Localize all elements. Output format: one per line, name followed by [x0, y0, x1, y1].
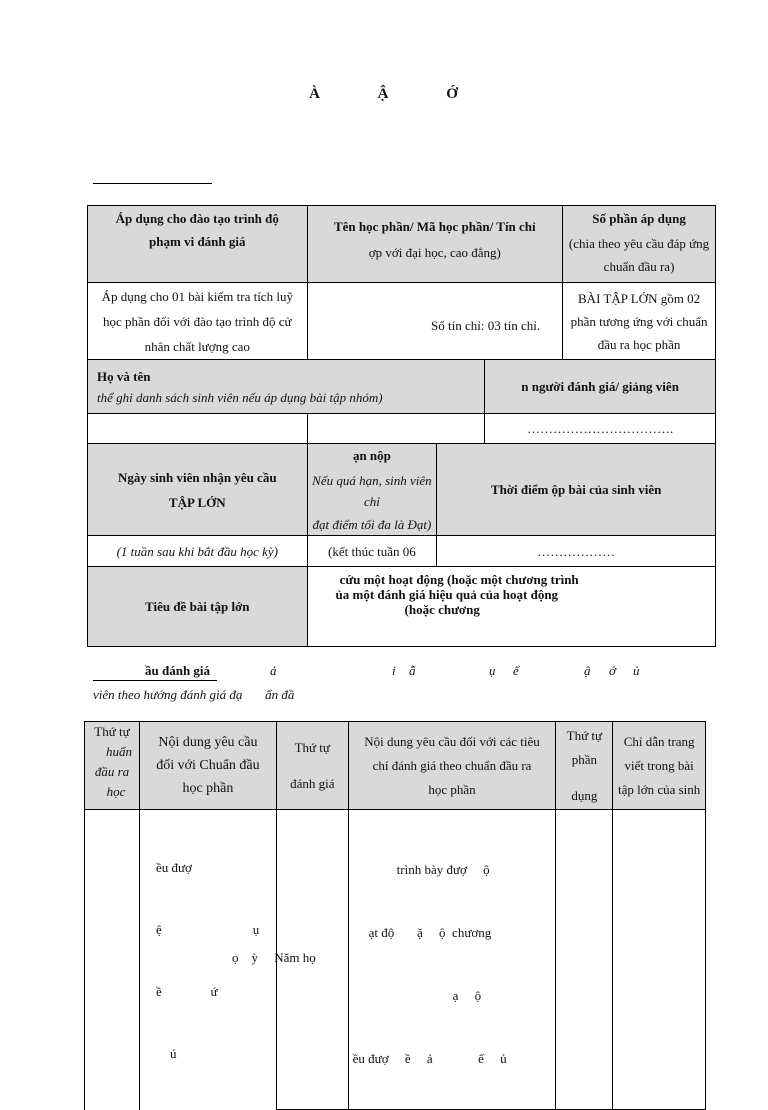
deadline-line: đạt điểm tối đa là Đạt)	[312, 517, 432, 532]
deadline-value: (kết thúc tuần 06	[328, 543, 416, 559]
title-part: À	[309, 86, 321, 102]
deadline-header-cell	[307, 444, 437, 536]
header-line: viết trong bài	[624, 757, 694, 773]
header-line: học phần	[182, 781, 234, 796]
section-heading-text: ầu đánh giá	[145, 663, 211, 678]
course-header-line: Tên học phần/ Mã học phần/ Tín chỉ	[333, 219, 536, 234]
deadline-line: Nếu quá hạn, sinh viên chỉ	[312, 473, 432, 509]
assessor-header-cell	[485, 360, 716, 414]
document-title	[0, 86, 768, 103]
heading-fragment: ậ	[584, 663, 591, 678]
scope-header-line: Áp dụng cho đào tạo trình độ	[115, 211, 279, 226]
cell-line: ạt độ ặ ộ chương	[368, 925, 492, 940]
heading-fragment: ả	[270, 663, 277, 678]
blank-cell	[88, 414, 308, 444]
student-name-note: thể ghi danh sách sinh viên nếu áp dụng bài tập nhóm)	[97, 389, 383, 405]
student-name-header-cell	[88, 360, 485, 414]
submission-time-value-cell	[437, 536, 716, 567]
scope-value-line: Áp dụng cho 01 bài kiểm tra tích luỹ	[101, 288, 293, 304]
criteria-table	[84, 721, 706, 1110]
header-line: Nội dung yêu cầu đối với các tiêu	[364, 733, 540, 749]
heading-fragment: ể	[513, 663, 519, 678]
header-line: dụng	[571, 787, 598, 803]
heading-fragment: ụ	[489, 663, 496, 678]
cell-line: trình bày đượ ộ	[396, 862, 490, 877]
table-cell	[613, 810, 706, 1110]
header-line: huẩn	[105, 744, 132, 759]
page-guide-header	[613, 722, 706, 810]
parts-value-line: BÀI TẬP LỚN gồm 02	[578, 290, 701, 306]
assignment-title-label: Tiêu đề bài tập lớn	[145, 599, 250, 614]
parts-header-line: Số phần áp dụng	[592, 211, 686, 226]
course-header-line: ợp với đại học, cao đẳng)	[368, 245, 501, 260]
parts-value-line: đầu ra học phần	[597, 336, 681, 352]
received-date-value-cell	[88, 536, 308, 567]
assessor-label: n người đánh giá/ giảng viên	[521, 379, 679, 394]
received-date-header-cell	[88, 444, 308, 536]
assessor-dots: …………………………….	[526, 421, 674, 436]
section-heading	[93, 663, 217, 681]
credits-text: Số tín chỉ: 03 tín chỉ.	[431, 317, 541, 333]
assessor-value-cell	[485, 414, 716, 444]
scope-header-line: phạm vi đánh giá	[149, 234, 246, 249]
student-name-label: Họ và tên	[97, 368, 151, 384]
table-cell	[85, 810, 140, 1110]
header-line: đầu ra	[94, 764, 130, 779]
scope-value-line: học phần đối với đào tạo trình độ cử	[102, 313, 292, 329]
deadline-value-cell	[307, 536, 437, 567]
header-line: Thứ tự	[94, 724, 130, 739]
header-line: đối với Chuẩn đầu	[156, 758, 260, 773]
cell-line: ú	[169, 1046, 177, 1061]
cell-line: ề ứ	[155, 984, 218, 999]
clo-order-header	[85, 722, 140, 810]
heading-fragment: i	[392, 663, 396, 678]
table-cell	[556, 810, 613, 1110]
parts-value-cell	[563, 283, 716, 360]
received-date-line: TẬP LỚN	[168, 494, 226, 510]
cell-line: ạ ộ	[452, 988, 482, 1003]
assessment-info-table	[87, 205, 716, 647]
received-date-value: (1 tuần sau khi bắt đầu học kỳ)	[116, 543, 278, 559]
credits-cell	[307, 283, 563, 360]
section-subtext: viên theo hướng đánh giá đạ ẩn đầ	[93, 687, 295, 702]
part-order-header	[556, 722, 613, 810]
title-part: Ớ	[446, 86, 459, 102]
assignment-title-line: cứu một hoạt động (hoặc một chương trình	[339, 572, 579, 587]
submission-time-header-cell	[437, 444, 716, 536]
header-line: Thứ tự	[294, 739, 330, 755]
header-line: Nội dung yêu cầu	[158, 735, 258, 750]
scope-value-line: nhân chất lượng cao	[144, 338, 250, 354]
underline-rule	[93, 183, 212, 184]
blank-cell	[307, 414, 485, 444]
header-line: phần	[571, 751, 597, 767]
header-line: Thứ tự	[566, 727, 603, 743]
heading-fragment: ớ	[609, 663, 616, 678]
submission-time-dots: ………………	[537, 543, 616, 559]
cell-line: ều đượ	[155, 860, 192, 875]
scope-value-cell	[88, 283, 308, 360]
parts-header-line: chuẩn đầu ra)	[603, 259, 675, 274]
parts-header-cell	[563, 206, 716, 283]
cell-line: ệ ụ	[155, 922, 260, 937]
clo-content-header	[139, 722, 276, 810]
assignment-title-line: ủa một đánh giá hiệu quả của hoạt động	[335, 587, 559, 602]
header-line: chí đánh giá theo chuẩn đầu ra	[372, 757, 532, 773]
heading-fragment: ủ	[633, 663, 640, 678]
header-line: học phần	[428, 781, 476, 797]
course-header-cell	[307, 206, 563, 283]
header-line: học	[106, 784, 126, 799]
eval-order-header	[276, 722, 348, 810]
assignment-title-value-cell	[307, 567, 715, 647]
received-date-line: Ngày sinh viên nhận yêu cầu	[117, 469, 277, 485]
semester-line: ọ ỳ Năm họ	[232, 950, 316, 965]
submission-time-label: Thời điểm ộp bài của sinh viên	[490, 482, 662, 497]
assignment-title-header-cell	[88, 567, 308, 647]
assignment-title-line: (hoặc chương	[404, 602, 480, 617]
header-line: Chỉ dẫn trang	[623, 733, 695, 749]
cell-line: ều đượ ề ả ế ủ	[352, 1051, 507, 1066]
deadline-line: ạn nộp	[352, 448, 391, 463]
parts-header-line: (chia theo yêu cầu đáp ứng	[568, 236, 710, 251]
header-line: tập lớn của sinh	[617, 781, 701, 797]
title-part: Ậ	[377, 86, 390, 102]
heading-fragment: ẫ	[409, 663, 416, 678]
criteria-content-cell	[348, 810, 556, 1110]
scope-header-cell	[88, 206, 308, 283]
parts-value-line: phần tương ứng với chuẩn	[570, 313, 708, 329]
header-line: đánh giá	[290, 775, 335, 791]
criteria-content-header	[348, 722, 556, 810]
